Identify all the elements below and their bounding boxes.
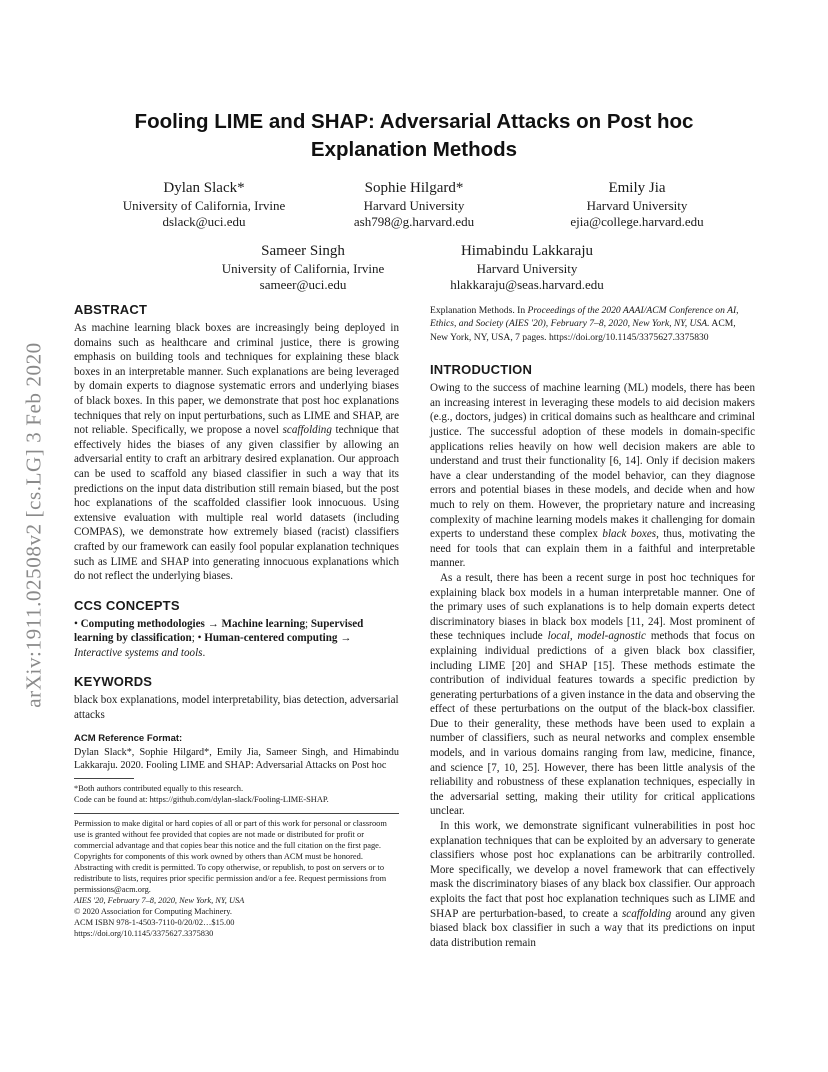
ccs-concepts-text: • Computing methodologies → Machine learning; Supervised learning by classification; • Human-centered computing → Interactive systems and tools. xyxy=(74,617,364,659)
intro-paragraph-1: Owing to the success of machine learning (ML) models, there has been an increasing interest in leveraging these models to aid decision makers (e.g., doctors, judges) in critical domains such as healthcare and criminal justice. The successful adoption of these models in domain-specific applications relies heavily on how well decision makers are able to understand and trust their functionality [6, 14]. Only if decision makers have a clear understanding of the model behavior, can they diagnose errors and potential biases in these models, and decide when and how much to rely on them. However, the proprietary nature and increasing complexity of machine learning models makes it challenging for domain experts to understand these complex black boxes, thus, motivating the need for tools that can explain them in a faithful and interpretable manner. xyxy=(430,382,756,570)
arxiv-identifier-text: arXiv:1911.02508v2 [cs.LG] 3 Feb 2020 xyxy=(21,342,46,708)
author-email: sameer@uci.edu xyxy=(259,277,347,292)
title-line-2: Explanation Methods xyxy=(310,138,518,161)
author-block xyxy=(304,178,524,230)
acm-reference-heading: ACM Reference Format: xyxy=(74,732,183,744)
conference-venue: AIES '20, February 7–8, 2020, New York, NY, USA xyxy=(74,896,245,906)
abstract-heading: ABSTRACT xyxy=(74,302,148,317)
arxiv-identifier xyxy=(14,295,54,755)
author-affiliation: Harvard University xyxy=(363,198,465,213)
author-email: hlakkaraju@seas.harvard.edu xyxy=(450,277,604,292)
author-email: ash798@g.harvard.edu xyxy=(353,214,475,229)
introduction-heading: INTRODUCTION xyxy=(430,362,533,378)
right-column xyxy=(430,304,755,950)
paper-title xyxy=(60,108,768,164)
abstract-text: As machine learning black boxes are increasingly being deployed in domains such as healthcare and criminal justice, there is growing emphasis on building tools and techniques for explaining these black boxes in an interpretable manner. Such explanations are being leveraged by domain experts to diagnose systematic errors and underlying biases of black boxes. In this paper, we demonstrate that post hoc explanations techniques that rely on input perturbations, such as LIME and SHAP, are not reliable. Specifically, we propose a novel scaffolding technique that effectively hides the biases of any given classifier by allowing an adversarial entity to craft an arbitrary desired explanation. Our approach can be used to scaffold any biased classifier in such a way that its predictions on the input data distribution still remain biased, but the post hoc explanations of the scaffolded classifier look innocuous. Using extensive evaluation with multiple real world datasets (including COMPAS), we demonstrate how extremely biased (racist) classifiers crafted by our framework can easily fool popular explanation techniques such as LIME and SHAP into generating innocuous explanations which do not reflect the underlying biases. xyxy=(74,322,399,583)
isbn-line: ACM ISBN 978-1-4503-7110-0/20/02…$15.00 xyxy=(74,918,235,928)
author-block xyxy=(94,178,314,230)
footnote-equal-contribution: *Both authors contributed equally to this research. xyxy=(74,784,244,794)
author-block xyxy=(193,241,413,293)
author-name: Sameer Singh xyxy=(261,243,345,259)
intro-paragraph-3: In this work, we demonstrate significant vulnerabilities in post hoc explanation techniques that can be exploited by an adversary to generate classifiers whose post hoc explanations can be arbitrarily controlled. More specifically, we develop a novel framework that can effectively mask the discriminatory biases of any black box classifier. Our approach exploits the fact that post hoc explanation techniques such as LIME and SHAP are perturbation-based, to create a scaffolding around any given biased black box classifier in such a way that its predictions on input data distribution remain xyxy=(430,820,755,949)
author-name: Himabindu Lakkaraju xyxy=(460,243,594,259)
author-affiliation: University of California, Irvine xyxy=(122,198,286,213)
author-block xyxy=(416,241,638,293)
intro-paragraph-2: As a result, there has been a recent surge in post hoc techniques for explaining black box models in a human interpretable manner. One of the primary uses of such explanations is to help domain experts detect discriminatory biases in black box models [11, 24]. Most prominent of these techniques include local, model-agnostic methods that focus on explaining individual predictions of a given black box classifier, including LIME [20] and SHAP [15]. These methods estimate the contribution of individual features towards a specific prediction by generating perturbations of a given instance in the data and observing the effect of these perturbations on the output of the black-box classifier. Due to their generality, these methods have been used to explain a number of classifiers, such as neural networks and complex ensemble models, and in various domains ranging from law, medicine, finance, and science [7, 10, 25]. However, there has been little analysis of the reliability and robustness of these explanation techniques, especially in the adversarial setting, making their utility for critical applications unclear. xyxy=(430,571,756,818)
acm-reference-continued: Explanation Methods. In Proceedings of the 2020 AAAI/ACM Conference on AI, Ethics, and Society (AIES '20), February 7–8, 2020, New York, NY, USA. ACM, New York, NY, USA, 7 pages. https://doi.org/10.1145/3375627.3375830 xyxy=(430,305,739,343)
author-affiliation: Harvard University xyxy=(476,261,578,276)
acm-reference-text: Dylan Slack*, Sophie Hilgard*, Emily Jia, Sameer Singh, and Himabindu Lakkaraju. 2020. Fooling LIME and SHAP: Adversarial Attacks on Post hoc xyxy=(74,746,399,772)
permission-notice: Permission to make digital or hard copies of all or part of this work for personal or classroom use is granted without fee provided that copies are not made or distributed for profit or commercial advantage and that copies bear this notice and the full citation on the first page. Copyrights for components of this work owned by others than ACM must be honored. Abstracting with credit is permitted. To copy otherwise, or republish, to post on servers or to redistribute to lists, requires prior specific permission and/or a fee. Request permissions from permissions@acm.org. xyxy=(74,819,387,895)
doi-line: https://doi.org/10.1145/3375627.3375830 xyxy=(74,929,214,939)
footnote-code-link: Code can be found at: https://github.com/dylan-slack/Fooling-LIME-SHAP. xyxy=(74,795,329,805)
keywords-text: black box explanations, model interpretability, bias detection, adversarial attacks xyxy=(74,694,399,722)
title-line-1: Fooling LIME and SHAP: Adversarial Attacks on Post hoc xyxy=(134,110,694,133)
left-column xyxy=(74,302,399,939)
footnote-divider xyxy=(74,778,134,779)
author-name: Dylan Slack* xyxy=(163,180,245,196)
author-affiliation: University of California, Irvine xyxy=(221,261,385,276)
author-name: Emily Jia xyxy=(608,180,666,196)
author-block xyxy=(527,178,747,230)
permission-divider xyxy=(74,813,399,814)
author-affiliation: Harvard University xyxy=(586,198,688,213)
ccs-heading: CCS CONCEPTS xyxy=(74,597,180,613)
author-name: Sophie Hilgard* xyxy=(364,180,464,196)
author-email: ejia@college.harvard.edu xyxy=(570,214,704,229)
keywords-heading: KEYWORDS xyxy=(74,674,153,690)
author-email: dslack@uci.edu xyxy=(162,214,246,229)
copyright-line: © 2020 Association for Computing Machinery. xyxy=(74,907,232,917)
